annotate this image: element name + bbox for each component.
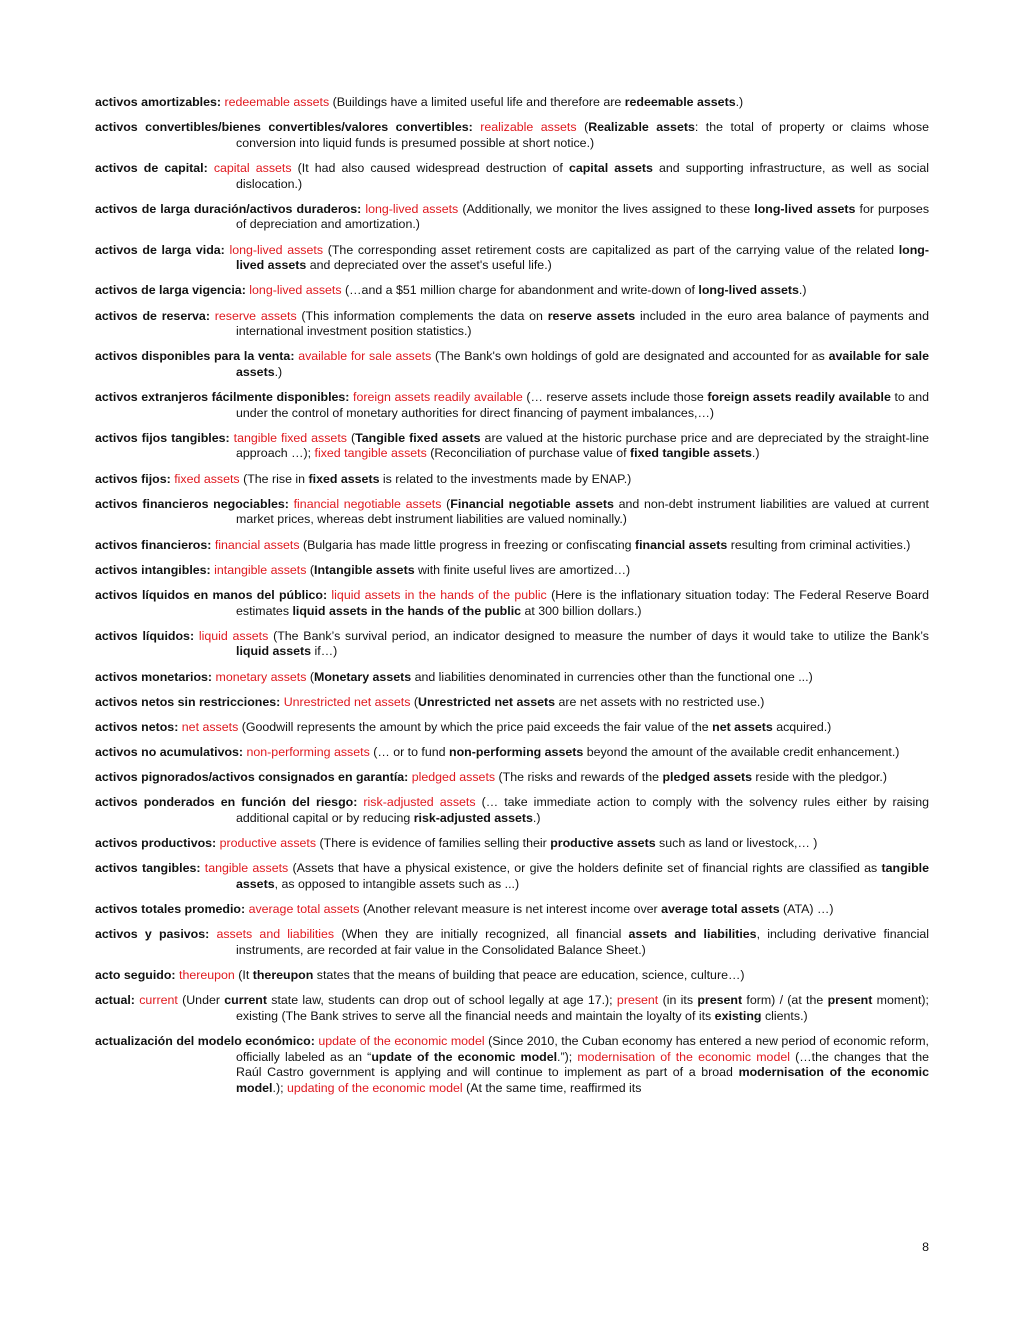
entry-example-text: (Another relevant measure is net interest income over bbox=[362, 902, 662, 917]
entry-headword: activos y pasivos: bbox=[95, 927, 210, 942]
entry-example-highlight: tangible assets bbox=[236, 861, 929, 892]
glossary-entry bbox=[95, 349, 929, 380]
entry-example-text: (Assets that have a physical existence, or give the holders definite set of financial rights are classified as bbox=[292, 861, 882, 876]
glossary-entry bbox=[95, 968, 929, 984]
entry-example-highlight: assets and liabilities bbox=[628, 927, 757, 942]
entry-translation: available for sale assets bbox=[298, 349, 432, 364]
entry-example-highlight: redeemable assets bbox=[624, 95, 736, 109]
entry-example-highlight: present bbox=[827, 993, 873, 1008]
glossary-entry bbox=[95, 745, 929, 761]
entry-example-text: (… take immediate action to comply with the solvency rules either by raising additional capital or by reducing bbox=[236, 795, 930, 826]
glossary-entry bbox=[95, 120, 929, 151]
glossary-entry bbox=[95, 861, 929, 892]
entry-example-highlight: non-performing assets bbox=[449, 745, 584, 760]
entry-headword: activos netos: bbox=[95, 719, 179, 734]
entry-example-text: at 300 billion dollars.) bbox=[521, 603, 642, 618]
entry-example-highlight: Tangible fixed assets bbox=[355, 430, 481, 445]
entry-example-text: (Goodwill represents the amount by which the price paid exceeds the fair value of the bbox=[241, 719, 713, 734]
entry-example-highlight: long-lived assets bbox=[754, 201, 856, 216]
glossary-entry bbox=[95, 927, 929, 958]
entry-translation: long-lived assets bbox=[249, 283, 342, 298]
entry-headword: activos convertibles/bienes convertibles/valores convertibles: bbox=[95, 120, 473, 135]
entry-example-text: resulting from criminal activities.) bbox=[727, 537, 911, 552]
entry-example-text: , as opposed to intangible assets such as ...) bbox=[274, 877, 520, 892]
entry-translation: tangible fixed assets bbox=[233, 430, 347, 445]
entry-example-text: (in its bbox=[662, 993, 698, 1008]
entry-example-text: (Buildings have a limited useful life and therefore are bbox=[332, 95, 625, 109]
entry-headword: activos no acumulativos: bbox=[95, 745, 244, 760]
glossary-entry bbox=[95, 993, 929, 1024]
entry-headword: activos totales promedio: bbox=[95, 902, 246, 917]
entry-example-text: clients.) bbox=[761, 1008, 808, 1023]
entry-translation: fixed assets bbox=[174, 471, 240, 486]
glossary-entry bbox=[95, 161, 929, 192]
glossary-entry bbox=[95, 431, 929, 462]
entry-example-text: (The Bank’s survival period, an indicator designed to measure the number of days it would take to utilize the Bank’s bbox=[273, 628, 929, 643]
entry-headword: activos fijos: bbox=[95, 471, 171, 486]
entry-headword: actualización del modelo económico: bbox=[95, 1034, 315, 1049]
entry-example-text: .); bbox=[272, 1080, 287, 1095]
entry-example-text: (The Bank's own holdings of gold are designated and accounted for as bbox=[435, 349, 829, 364]
glossary-entry bbox=[95, 563, 929, 579]
glossary-entry bbox=[95, 472, 929, 488]
entry-headword: activos disponibles para la venta: bbox=[95, 349, 295, 364]
entry-example-text: acquired.) bbox=[772, 719, 832, 734]
entry-translation: intangible assets bbox=[214, 562, 307, 577]
glossary-entry bbox=[95, 670, 929, 686]
entry-translation: assets and liabilities bbox=[216, 927, 335, 942]
glossary-entry bbox=[95, 497, 929, 528]
entry-example-highlight: liquid assets bbox=[236, 644, 312, 659]
entry-headword: activos productivos: bbox=[95, 836, 217, 851]
entry-translation: redeemable assets bbox=[224, 95, 330, 109]
entry-translation: pledged assets bbox=[411, 770, 496, 785]
entry-example-text: ( bbox=[446, 496, 451, 511]
entry-headword: activos financieros negociables: bbox=[95, 496, 289, 511]
entry-example-text: (Additionally, we monitor the lives assigned to these bbox=[462, 201, 755, 216]
entry-example-text: (The rise in bbox=[243, 471, 309, 486]
entry-headword: activos extranjeros fácilmente disponibles: bbox=[95, 390, 350, 405]
entry-example-text: and depreciated over the asset's useful life.) bbox=[306, 258, 552, 273]
entry-translation: liquid assets bbox=[198, 628, 269, 643]
entry-headword: activos líquidos en manos del público: bbox=[95, 587, 328, 602]
entry-translation: update of the economic model bbox=[318, 1034, 485, 1049]
entry-example-text: form) / (at the bbox=[742, 993, 828, 1008]
page-number: 8 bbox=[922, 1240, 929, 1254]
entry-example-text: ( bbox=[309, 669, 315, 684]
entry-example-highlight: productive assets bbox=[550, 836, 656, 851]
entry-translation: foreign assets readily available bbox=[353, 390, 523, 405]
entry-example-text: (Bulgaria has made little progress in freezing or confiscating bbox=[303, 537, 635, 552]
entry-example-highlight: Realizable assets bbox=[588, 120, 695, 135]
glossary-entry bbox=[95, 629, 929, 660]
entry-example-text: ( bbox=[584, 120, 589, 135]
entry-translation: fixed tangible assets bbox=[314, 446, 427, 461]
entry-translation: liquid assets in the hands of the public bbox=[331, 587, 547, 602]
entry-example-text: (… or to fund bbox=[373, 745, 449, 760]
entry-translation: modernisation of the economic model bbox=[577, 1049, 790, 1064]
entry-example-text: reside with the pledgor.) bbox=[751, 770, 887, 785]
entry-example-text: (The risks and rewards of the bbox=[498, 770, 663, 785]
entry-example-text: , including derivative financial instruments, are recorded at fair value in the Consolidated Balance Sheet.) bbox=[236, 927, 929, 957]
glossary-entry bbox=[95, 795, 929, 826]
entry-example-highlight: present bbox=[697, 993, 743, 1008]
entry-example-highlight: capital assets bbox=[568, 160, 653, 175]
entry-example-text: (When they are initially recognized, all financial bbox=[341, 927, 629, 942]
entry-example-text: is related to the investments made by ENAP.) bbox=[379, 471, 632, 486]
entry-example-highlight: reserve assets bbox=[547, 308, 636, 323]
glossary-entry bbox=[95, 1034, 929, 1096]
entry-example-highlight: existing bbox=[714, 1008, 762, 1023]
entry-example-text: and supporting infrastructure, as well as social dislocation.) bbox=[236, 160, 929, 191]
entry-headword: activos intangibles: bbox=[95, 562, 211, 577]
entry-example-text: (This information complements the data on bbox=[301, 308, 548, 323]
glossary-entry bbox=[95, 202, 929, 233]
entry-translation: long-lived assets bbox=[365, 201, 459, 216]
entry-translation: average total assets bbox=[248, 902, 360, 917]
entry-translation: capital assets bbox=[213, 160, 292, 175]
entry-headword: activos de larga duración/activos duraderos: bbox=[95, 201, 362, 216]
entry-headword: activos de reserva: bbox=[95, 308, 210, 323]
entry-headword: activos amortizables: bbox=[95, 95, 222, 109]
entry-example-text: .) bbox=[751, 446, 760, 461]
entry-headword: activos líquidos: bbox=[95, 628, 195, 643]
glossary-entry bbox=[95, 695, 929, 711]
entry-example-text: (…the changes that the Raúl Castro government is applying and will continue to implement as part of a broad bbox=[236, 1049, 929, 1080]
entry-example-text: to and under the control of monetary authorities for direct financing of payment imbalances,…) bbox=[236, 390, 930, 420]
entry-translation: current bbox=[139, 993, 178, 1008]
entry-example-text: states that the means of building that peace are education, science, culture…) bbox=[313, 968, 745, 983]
entry-example-text: (There is evidence of families selling their bbox=[319, 836, 551, 851]
entry-translation: financial negotiable assets bbox=[293, 496, 442, 511]
entry-example-text: if…) bbox=[311, 644, 338, 659]
entry-example-text: with finite useful lives are amortized…) bbox=[414, 562, 631, 577]
entry-translation: productive assets bbox=[219, 836, 317, 851]
entry-example-text: ( bbox=[413, 694, 419, 709]
entry-example-text: : the total of property or claims whose conversion into liquid funds is presumed possible at short notice.) bbox=[236, 120, 929, 150]
entry-translation: realizable assets bbox=[480, 120, 577, 135]
entry-headword: activos netos sin restricciones: bbox=[95, 694, 281, 709]
entry-example-highlight: liquid assets in the hands of the public bbox=[292, 603, 522, 618]
entry-example-text: (Reconciliation of purchase value of bbox=[430, 446, 630, 461]
entry-example-text: .) bbox=[798, 283, 807, 298]
entry-example-text: state law, students can drop out of school legally at age 17.); bbox=[266, 993, 617, 1008]
entry-headword: activos fijos tangibles: bbox=[95, 430, 230, 445]
entry-translation: net assets bbox=[181, 719, 239, 734]
entry-example-text: (At the same time, reaffirmed its bbox=[466, 1080, 642, 1095]
entry-example-text: (It had also caused widespread destruction of bbox=[297, 160, 569, 175]
glossary-entry bbox=[95, 836, 929, 852]
entry-headword: activos monetarios: bbox=[95, 669, 213, 684]
entry-example-text: beyond the amount of the available credit enhancement.) bbox=[583, 745, 900, 760]
entry-example-text: (Under bbox=[182, 993, 225, 1008]
entry-example-highlight: current bbox=[224, 993, 267, 1008]
entry-example-text: .”); bbox=[557, 1049, 578, 1064]
entry-example-text: are net assets with no restricted use.) bbox=[555, 694, 765, 709]
entry-example-text: ( bbox=[350, 430, 356, 445]
entry-example-highlight: pledged assets bbox=[662, 770, 752, 785]
entry-translation: monetary assets bbox=[215, 669, 307, 684]
entry-translation: financial assets bbox=[214, 537, 300, 552]
glossary-entry bbox=[95, 390, 929, 421]
entry-translation: tangible assets bbox=[204, 861, 289, 876]
entry-example-text: (The corresponding asset retirement costs are capitalized as part of the carrying value of the related bbox=[327, 242, 899, 257]
entry-headword: activos ponderados en función del riesgo: bbox=[95, 795, 358, 810]
entry-example-text: and liabilities denominated in currencies other than the functional one ...) bbox=[411, 669, 813, 684]
entry-example-highlight: Unrestricted net assets bbox=[418, 694, 556, 709]
entry-example-text: (… reserve assets include those bbox=[526, 390, 708, 405]
entry-example-highlight: average total assets bbox=[661, 902, 780, 917]
entry-headword: activos de capital: bbox=[95, 160, 208, 175]
glossary-entry bbox=[95, 538, 929, 554]
entry-translation: risk-adjusted assets bbox=[363, 795, 476, 810]
entry-example-text: for purposes of depreciation and amortization.) bbox=[236, 201, 930, 232]
entry-translation: updating of the economic model bbox=[286, 1080, 463, 1095]
entry-example-highlight: Financial negotiable assets bbox=[450, 496, 614, 511]
entry-example-text: (Since 2010, the Cuban economy has entered a new period of economic reform, officially labeled as an “ bbox=[236, 1034, 929, 1064]
glossary-entry bbox=[95, 588, 929, 619]
entry-example-highlight: available for sale assets bbox=[236, 349, 929, 379]
entry-example-highlight: fixed tangible assets bbox=[630, 446, 752, 461]
glossary-entry bbox=[95, 720, 929, 736]
glossary-entry bbox=[95, 309, 929, 340]
entry-example-highlight: foreign assets readily available bbox=[707, 390, 891, 405]
entry-example-highlight: long-lived assets bbox=[236, 242, 929, 273]
glossary-entry bbox=[95, 283, 929, 299]
entry-example-text: .) bbox=[274, 364, 283, 379]
entry-example-text: (ATA) …) bbox=[779, 902, 834, 917]
entry-example-highlight: fixed assets bbox=[308, 471, 380, 486]
glossary-entries bbox=[95, 95, 929, 1106]
entry-translation: thereupon bbox=[179, 968, 235, 983]
entry-headword: actual: bbox=[95, 993, 135, 1008]
entry-example-highlight: thereupon bbox=[252, 968, 314, 983]
entry-headword: activos de larga vigencia: bbox=[95, 283, 246, 298]
glossary-entry bbox=[95, 902, 929, 918]
entry-example-text: (Here is the inflationary situation today: The Federal Reserve Board estimates bbox=[236, 587, 929, 618]
entry-headword: activos pignorados/activos consignados en garantía: bbox=[95, 770, 409, 785]
entry-example-highlight: update of the economic model bbox=[371, 1049, 558, 1064]
entry-translation: non-performing assets bbox=[246, 745, 370, 760]
glossary-entry bbox=[95, 770, 929, 786]
entry-example-text: (It bbox=[238, 968, 253, 983]
entry-translation: reserve assets bbox=[214, 308, 297, 323]
entry-example-text: .) bbox=[532, 811, 541, 826]
entry-example-text: .) bbox=[735, 95, 744, 109]
entry-example-text: (…and a $51 million charge for abandonment and write-down of bbox=[345, 283, 699, 298]
entry-headword: activos de larga vida: bbox=[95, 242, 225, 257]
entry-example-text: and non-debt instrument liabilities are valued at current market prices, whereas debt instrument liabilities are valued nominally.) bbox=[236, 496, 929, 527]
entry-translation: long-lived assets bbox=[229, 242, 324, 257]
entry-headword: activos financieros: bbox=[95, 537, 212, 552]
entry-headword: activos tangibles: bbox=[95, 861, 201, 876]
entry-example-highlight: modernisation of the economic model bbox=[236, 1065, 929, 1095]
entry-example-highlight: risk-adjusted assets bbox=[413, 811, 533, 826]
entry-translation: Unrestricted net assets bbox=[283, 694, 411, 709]
entry-translation: present bbox=[616, 993, 659, 1008]
entry-headword: acto seguido: bbox=[95, 968, 176, 983]
glossary-entry bbox=[95, 243, 929, 274]
entry-example-text: such as land or livestock,… ) bbox=[655, 836, 818, 851]
entry-example-text: ( bbox=[309, 562, 315, 577]
entry-example-highlight: Monetary assets bbox=[314, 669, 412, 684]
entry-example-text: are valued at the historic purchase price and are depreciated by the straight-line approach …); bbox=[236, 430, 929, 461]
entry-example-highlight: financial assets bbox=[634, 537, 728, 552]
glossary-entry bbox=[95, 95, 929, 111]
entry-example-highlight: long-lived assets bbox=[698, 283, 799, 298]
entry-example-text: included in the euro area balance of payments and international investment position statistics.) bbox=[236, 308, 929, 339]
entry-example-highlight: net assets bbox=[712, 719, 773, 734]
entry-example-highlight: Intangible assets bbox=[314, 562, 415, 577]
entry-example-text: moment); existing (The Bank strives to serve all the financial needs and maintain the loyalty of its bbox=[236, 993, 929, 1023]
